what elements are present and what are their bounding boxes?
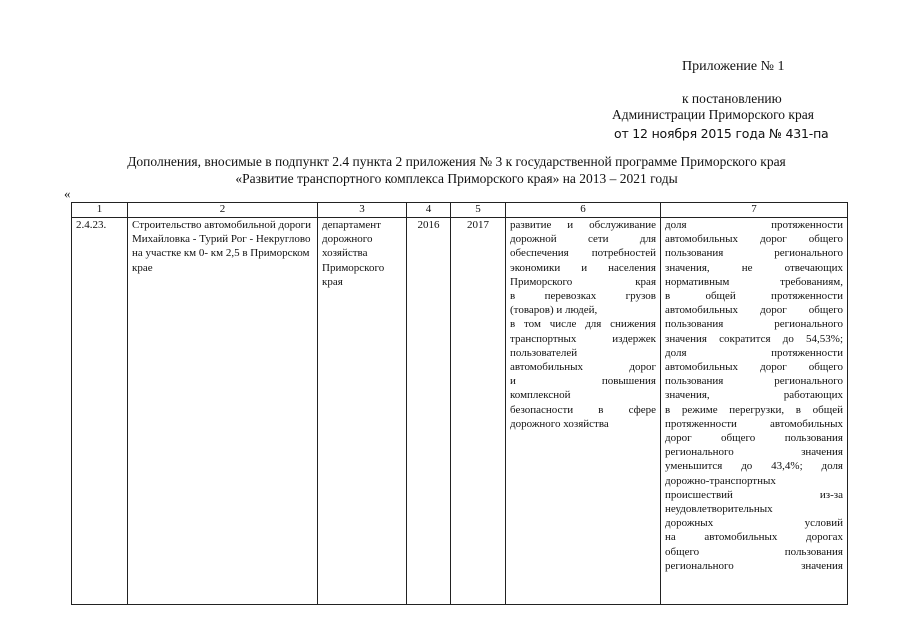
- text-line: происшествий из-за: [665, 488, 843, 501]
- result-cell: [661, 218, 848, 605]
- start-year-cell: 2016: [407, 218, 451, 605]
- table-row: [72, 218, 848, 605]
- administration-line: Администрации Приморского края: [612, 107, 814, 122]
- goal-cell: [506, 218, 661, 605]
- header-cell: 1: [72, 203, 128, 218]
- text-line: доля протяженности: [665, 346, 843, 359]
- header-cell: 7: [661, 203, 848, 218]
- caption-line-2: «Развитие транспортного комплекса Приморского края» на 2013 – 2021 годы: [235, 171, 678, 186]
- text-line: нормативным требованиям,: [665, 275, 843, 288]
- executor-cell: департамент дорожного хозяйства Приморского края: [318, 218, 407, 605]
- text-line: автомобильных дорог общего: [665, 304, 843, 317]
- result-text: [665, 218, 843, 573]
- text-line: транспортных издержек: [510, 332, 656, 345]
- to-resolution-line: к постановлению: [682, 91, 782, 106]
- text-line: значения, не отвечающих: [665, 261, 843, 274]
- header-cell: 2: [128, 203, 318, 218]
- text-line: в перевозках грузов: [510, 290, 656, 303]
- text-line: протяженности автомобильных: [665, 417, 843, 430]
- text-line: Приморского края: [510, 275, 656, 288]
- header-cell: 4: [407, 203, 451, 218]
- text-line: дорожной сети для: [510, 233, 656, 246]
- text-line: развитие и обслуживание: [510, 219, 656, 231]
- text-line: на автомобильных дорогах: [665, 531, 843, 544]
- text-line: комплексной: [510, 389, 571, 402]
- program-table: [71, 202, 848, 605]
- header-cell: 3: [318, 203, 407, 218]
- text-line: общего пользования: [665, 545, 843, 558]
- text-line: дорог общего пользования: [665, 432, 843, 445]
- table-header-row: [72, 203, 848, 218]
- item-name-cell: Строительство автомобильной дороги Михайловка - Турий Рог - Некруглово на участке км 0- км 2,5 в Приморском крае: [128, 218, 318, 605]
- text-line: в том числе для снижения: [510, 318, 656, 331]
- text-line: пользования регионального: [665, 318, 843, 331]
- text-line: в режиме перегрузки, в общей: [665, 403, 843, 416]
- text-line: автомобильных дорог: [510, 361, 656, 374]
- header-cell: 6: [506, 203, 661, 218]
- text-line: (товаров) и людей,: [510, 304, 598, 317]
- text-line: уменьшится до 43,4%; доля: [665, 460, 843, 473]
- text-line: безопасности в сфере: [510, 403, 656, 416]
- text-line: регионального значения: [665, 559, 843, 572]
- text-line: обеспечения потребностей: [510, 247, 656, 260]
- text-line: автомобильных дорог общего: [665, 233, 843, 246]
- header-cell: 5: [451, 203, 506, 218]
- goal-text: [510, 218, 656, 431]
- text-line: неудовлетворительных: [665, 503, 773, 516]
- text-line: значения, работающих: [665, 389, 843, 402]
- text-line: дорожных условий: [665, 517, 843, 530]
- text-line: экономики и населения: [510, 261, 656, 274]
- text-line: автомобильных дорог общего: [665, 361, 843, 374]
- text-line: доля протяженности: [665, 219, 843, 231]
- text-line: и повышения: [510, 375, 656, 388]
- opening-quote-mark: «: [64, 186, 71, 201]
- text-line: регионального значения: [665, 446, 843, 459]
- resolution-date-line: от 12 ноября 2015 года № 431-па: [614, 126, 829, 141]
- text-line: значения сократится до 54,53%;: [665, 332, 843, 345]
- end-year-cell: 2017: [451, 218, 506, 605]
- text-line: в общей протяженности: [665, 290, 843, 303]
- appendix-title: Приложение № 1: [682, 59, 785, 74]
- text-line: пользования регионального: [665, 375, 843, 388]
- caption-line-1: Дополнения, вносимые в подпункт 2.4 пункта 2 приложения № 3 к государственной программе Приморского края: [127, 154, 786, 169]
- text-line: дорожно-транспортных: [665, 474, 776, 487]
- text-line: пользования регионального: [665, 247, 843, 260]
- item-number-cell: 2.4.23.: [72, 218, 128, 605]
- text-line: пользователей: [510, 346, 578, 359]
- text-line: дорожного хозяйства: [510, 417, 609, 430]
